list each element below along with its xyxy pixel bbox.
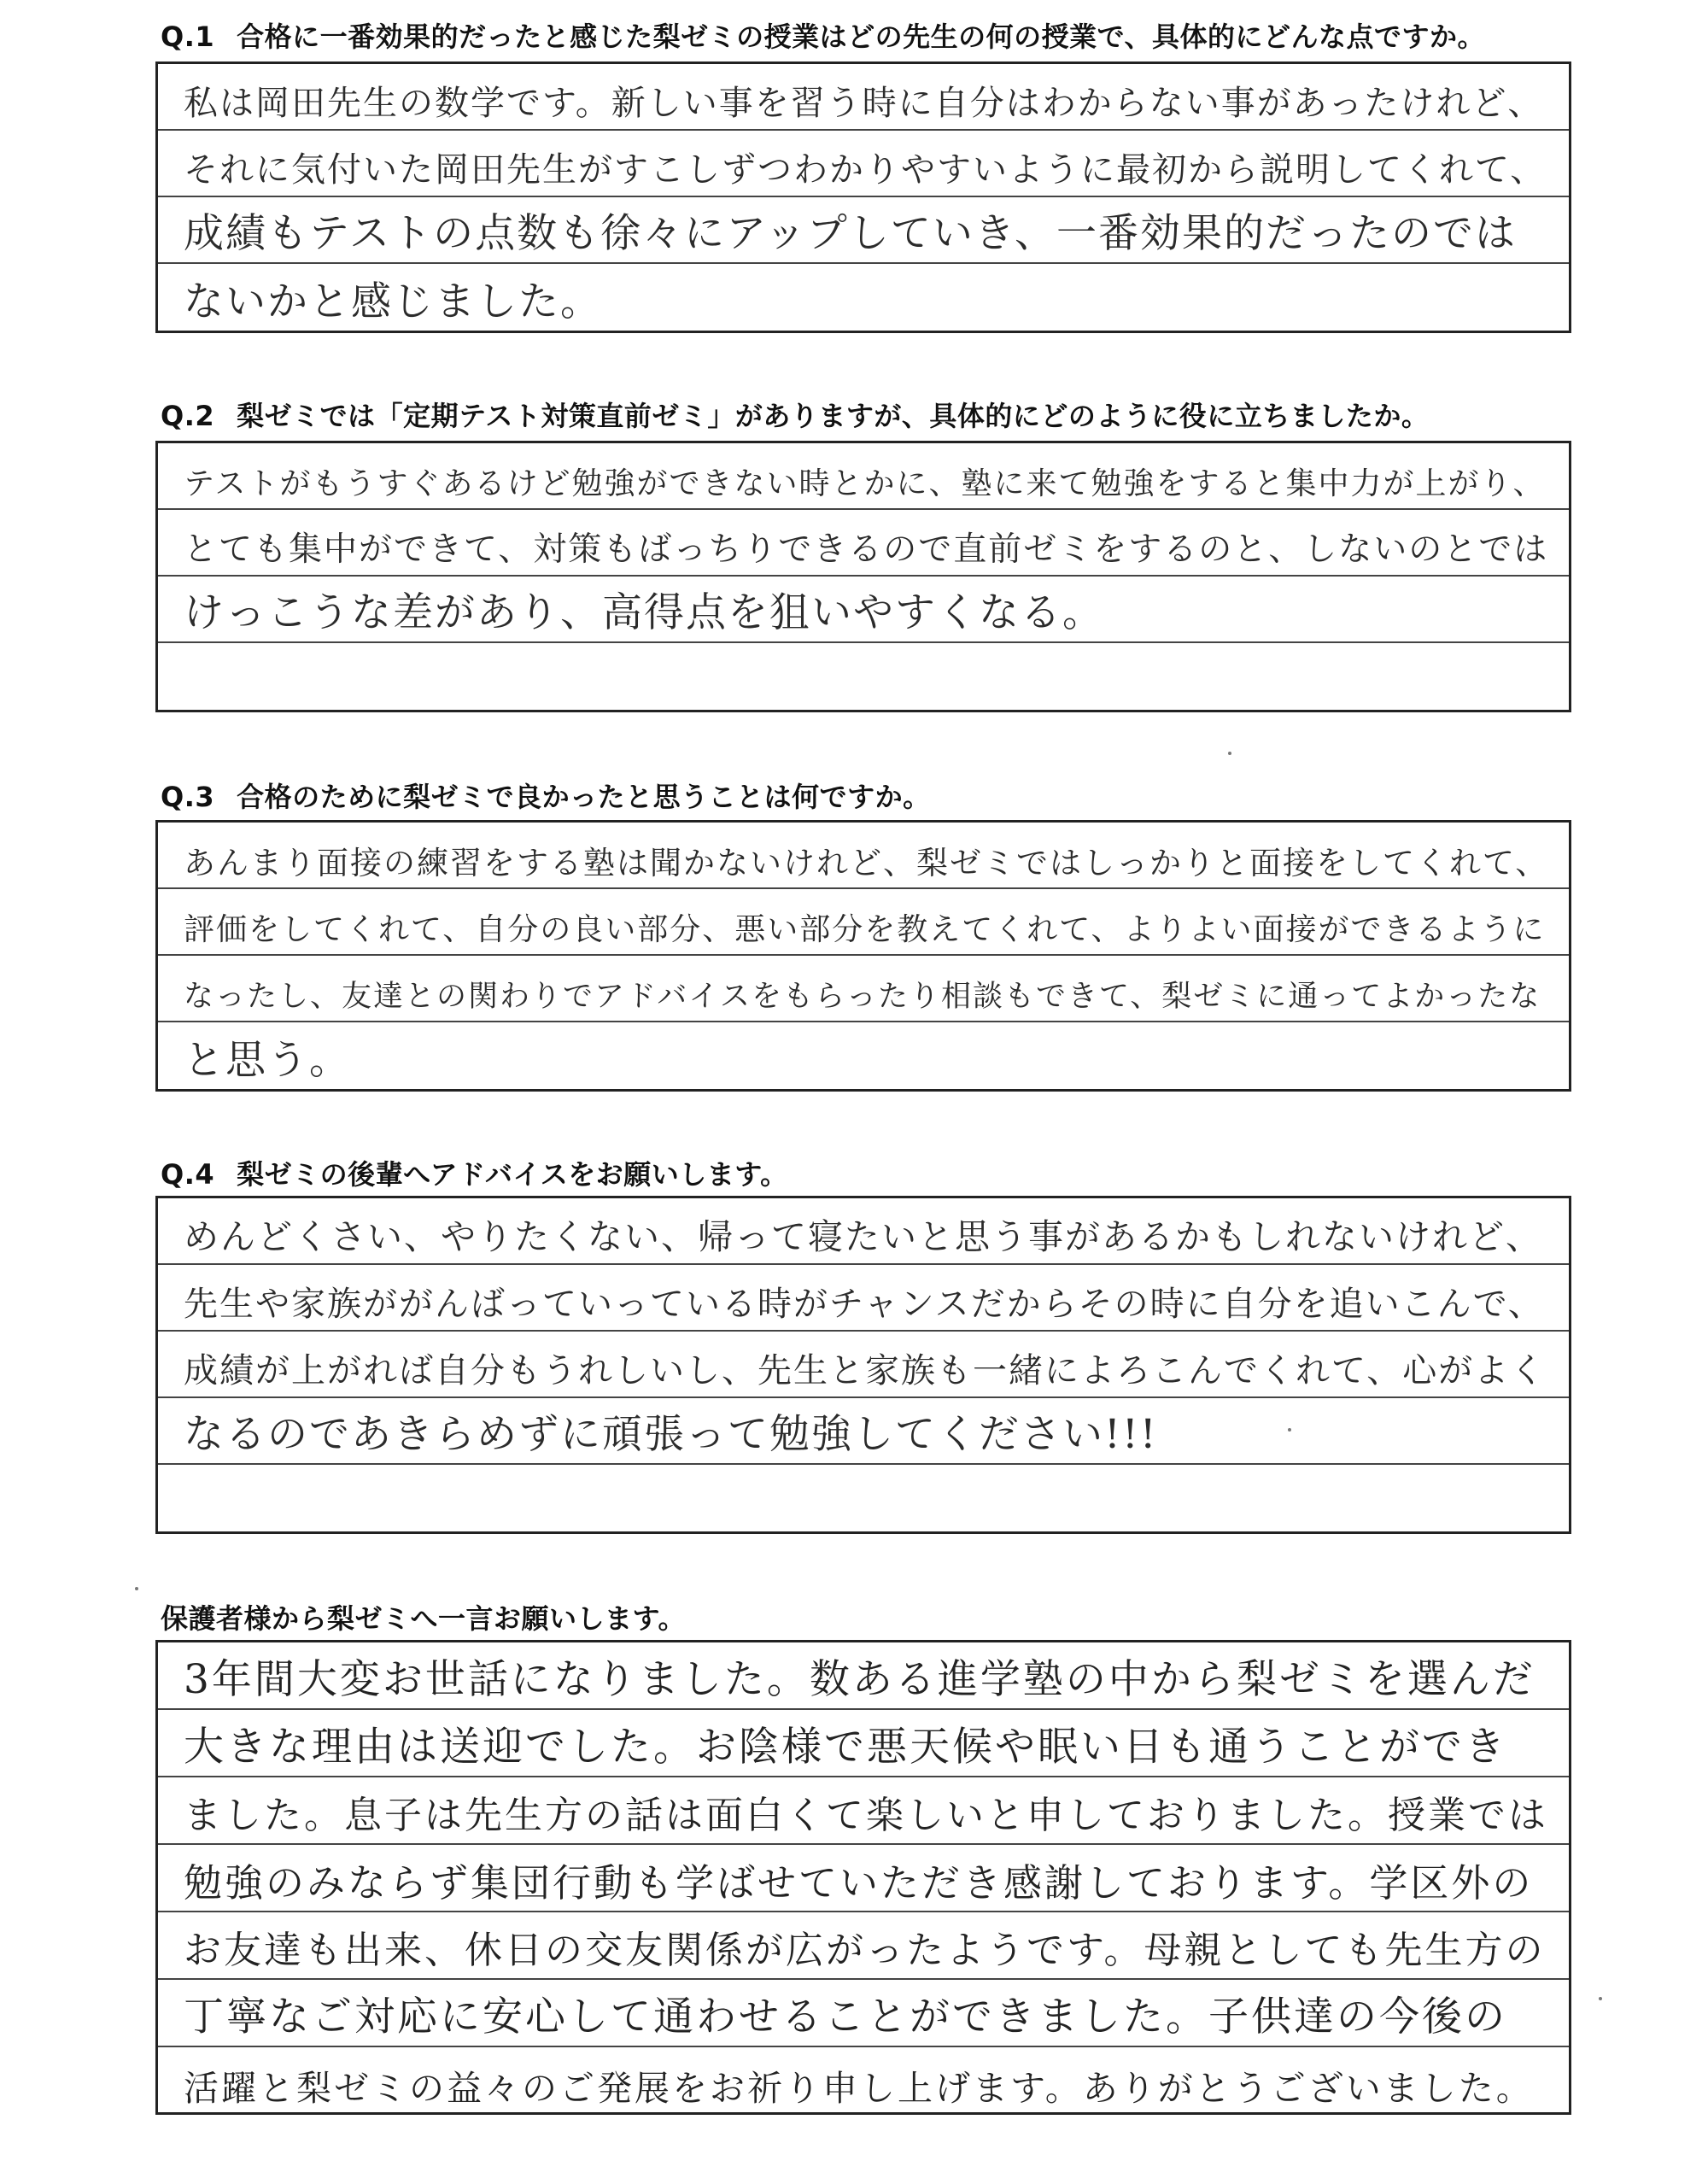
parent-comment-line-7-text: 活躍と梨ゼミの益々のご発展をお祈り申し上げます。ありがとうございました。 [184,2068,1534,2109]
answer-3-box [155,820,1571,1092]
answer-3-line-4-text: と思う。 [184,1037,351,1084]
answer-2-line [158,510,1569,577]
answer-3-line [158,956,1569,1022]
parent-comment-line [158,1912,1569,1980]
parent-comment-line-6-text: 丁寧なご対応に安心して通わせることができました。子供達の今後の [184,1994,1507,2040]
parent-comment-line [158,2047,1569,2115]
answer-2-line-3-text: けっこうな差があり、高得点を狙いやすくなる。 [184,589,1104,636]
scan-speck [1288,1428,1291,1432]
answer-3-line [158,889,1569,956]
answer-4-line-1-text: めんどくさい、やりたくない、帰って寝たいと思う事があるかもしれないけれど、 [184,1216,1542,1257]
answer-2-line [158,643,1569,710]
question-3-heading [161,776,931,815]
answer-4-line [158,1332,1569,1398]
scan-speck [1228,752,1231,755]
answer-4-line [158,1265,1569,1332]
question-4-heading [161,1153,788,1192]
parent-comment-line [158,1642,1569,1710]
answer-1-line [158,131,1569,197]
answer-1-line-3-text: 成績もテストの点数も徐々にアップしていき、一番効果的だったのでは [184,210,1517,257]
answer-4-box [155,1196,1571,1534]
answer-2-line-2-text: とても集中ができて、対策もばっちりできるので直前ゼミをするのと、しないのとでは [184,530,1549,569]
answer-1-line [158,64,1569,131]
question-2-heading [161,395,1429,434]
parent-comment-line [158,1845,1569,1912]
answer-4-line-4-text: なるのであきらめずに頑張って勉強してください!!! [184,1411,1158,1458]
answer-4-line-2-text: 先生や家族ががんばっていっている時がチャンスだからその時に自分を追いこんで、 [184,1285,1544,1324]
question-4-number: Q.4 [161,1158,215,1191]
answer-3-line-2-text: 評価をしてくれて、自分の良い部分、悪い部分を教えてくれて、よりよい面接ができるように [184,912,1546,947]
question-2-text: 梨ゼミでは「定期テスト対策直前ゼミ」がありますが、具体的にどのように役に立ちましたか。 [237,400,1430,432]
question-1-heading [161,15,1485,55]
question-1-text: 合格に一番効果的だったと感じた梨ゼミの授業はどの先生の何の授業で、具体的にどんな点ですか。 [237,20,1485,53]
question-2-number: Q.2 [161,400,215,432]
answer-1-line [158,197,1569,264]
scan-speck [135,1587,138,1590]
parent-comment-line-4-text: 勉強のみならず集団行動も学ばせていただき感謝しております。学区外の [184,1860,1534,1906]
parent-comment-box [155,1640,1571,2115]
answer-3-line-1-text: あんまり面接の練習をする塾は聞かないけれど、梨ゼミではしっかりと面接をしてくれて、 [184,845,1549,881]
parent-comment-question-text: 保護者様から梨ゼミへ一言お願いします。 [161,1602,686,1635]
scan-speck [1599,1997,1602,2000]
answer-1-line-1-text: 私は岡田先生の数学です。新しい事を習う時に自分はわからない事があったけれど、 [184,84,1544,123]
answer-2-box [155,441,1571,712]
answer-1-line-2-text: それに気付いた岡田先生がすこしずつわかりやすいように最初から説明してくれて、 [184,150,1547,190]
answer-4-line-3-text: 成績が上がれば自分もうれしいし、先生と家族も一緒によろこんでくれて、心がよく [184,1351,1547,1391]
answer-3-line [158,1022,1569,1089]
question-4-text: 梨ゼミの後輩へアドバイスをお願いします。 [237,1158,788,1191]
answer-1-line [158,264,1569,331]
answer-1-box [155,61,1571,333]
parent-comment-line [158,1777,1569,1845]
parent-comment-line-5-text: お友達も出来、休日の交友関係が広がったようです。母親としても先生方の [184,1929,1546,1972]
parent-comment-heading [161,1597,686,1636]
answer-4-line [158,1465,1569,1531]
parent-comment-line-3-text: ました。息子は先生方の話は面白くて楽しいと申しておりました。授業では [184,1794,1548,1837]
parent-comment-line-1-text: 3年間大変お世話になりました。数ある進学塾の中から梨ゼミを選んだ [184,1656,1535,1703]
parent-comment-line [158,1980,1569,2047]
question-3-number: Q.3 [161,781,215,813]
parent-comment-line [158,1710,1569,1777]
answer-2-line [158,443,1569,510]
answer-4-line [158,1198,1569,1265]
parent-comment-line-2-text: 大きな理由は送迎でした。お陰様で悪天候や眠い日も通うことができ [184,1724,1507,1771]
answer-4-line [158,1398,1569,1465]
question-1-number: Q.1 [161,20,215,53]
answer-3-line [158,823,1569,889]
answer-1-line-4-text: ないかと感じました。 [184,278,602,325]
answer-2-line-1-text: テストがもうすぐあるけど勉強ができない時とかに、塾に来て勉強をすると集中力が上がり、 [184,466,1546,501]
answer-2-line [158,577,1569,643]
question-3-text: 合格のために梨ゼミで良かったと思うことは何ですか。 [237,781,931,813]
answer-3-line-3-text: なったし、友達との関わりでアドバイスをもらったり相談もできて、梨ゼミに通ってよかったな [184,980,1541,1014]
